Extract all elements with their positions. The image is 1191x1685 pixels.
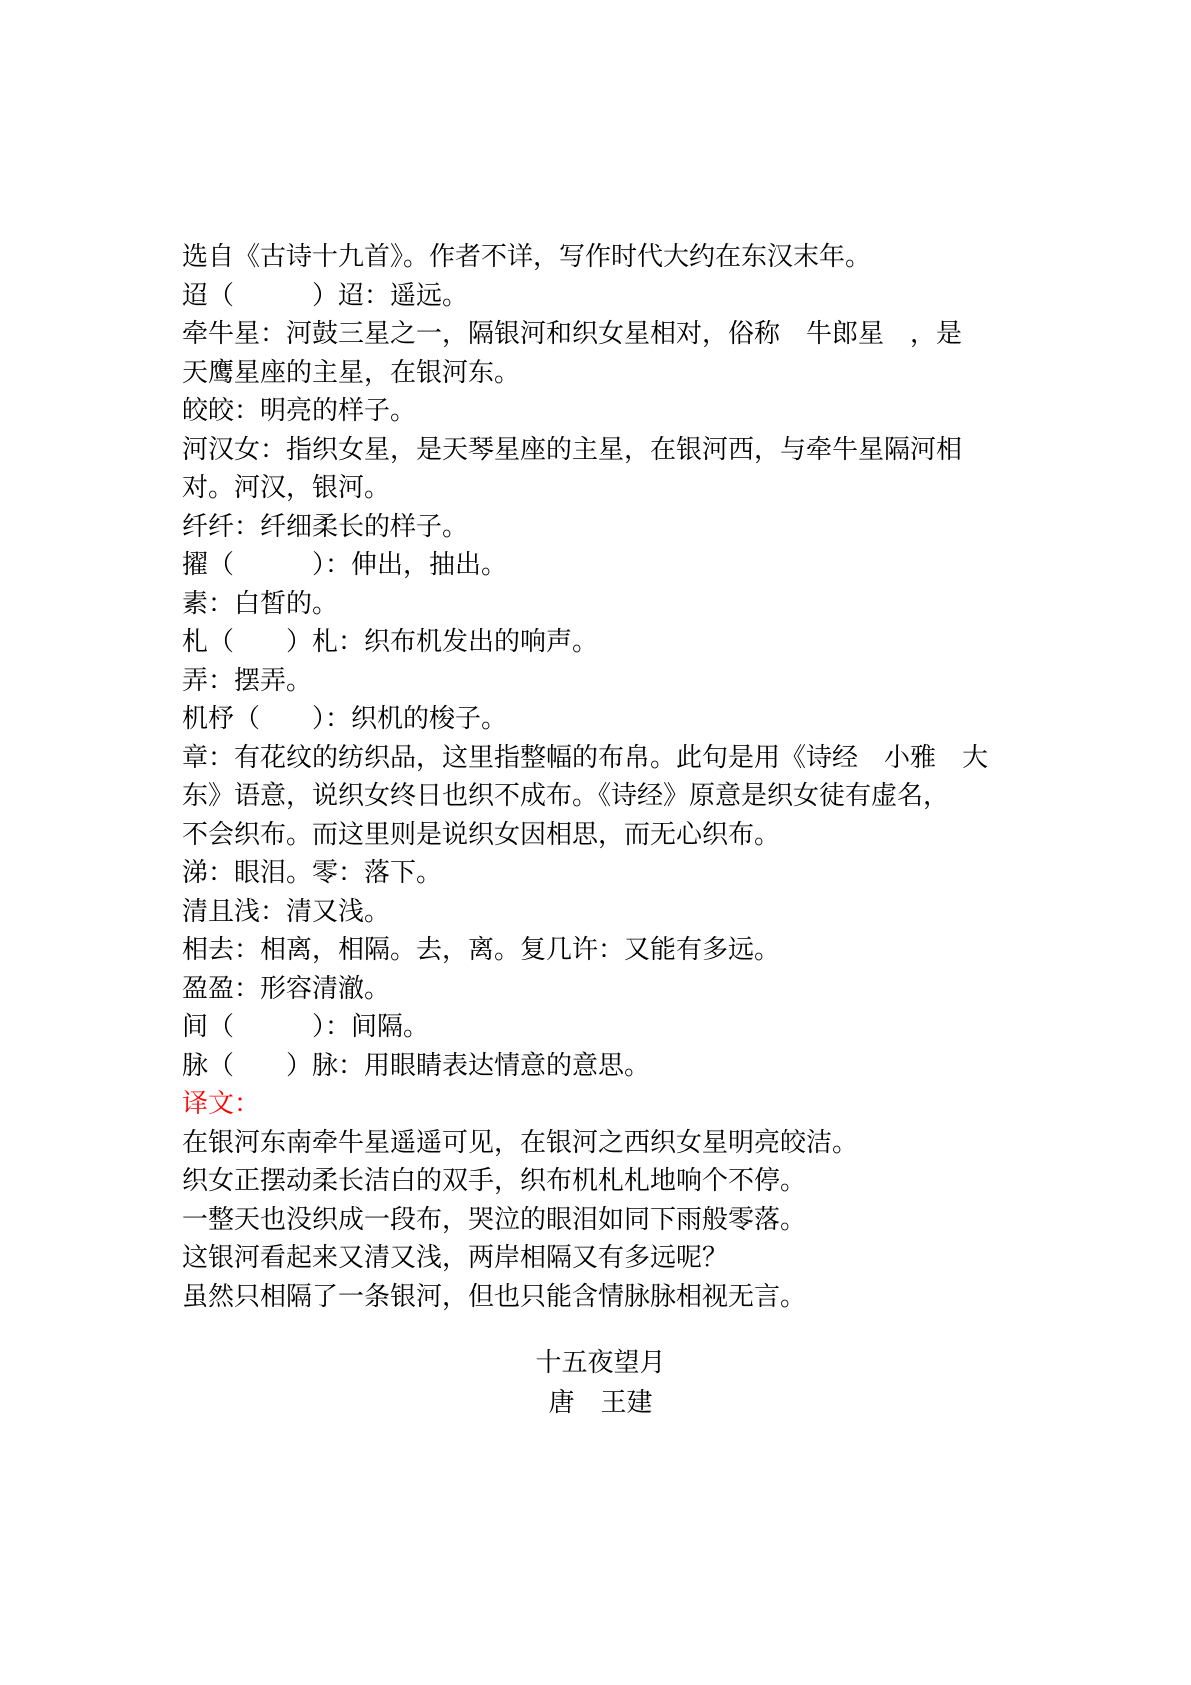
note-line: 涕：眼泪。零：落下。 (182, 858, 443, 888)
translation-line: 在银河东南牵牛星遥遥可见，在银河之西织女星明亮皎洁。 (182, 1127, 859, 1158)
note-line: 对。河汉，银河。 (182, 473, 391, 503)
note-line: 天鹰星座的主星，在银河东。 (182, 357, 521, 388)
note-line: 清且浅：清又浅。 (182, 896, 391, 927)
translation-heading: 译文： (182, 1089, 261, 1119)
translation-line: 这银河看起来又清又浅，两岸相隔又有多远呢？ (182, 1243, 729, 1273)
note-line: 擢（ ）：伸出，抽出。 (182, 550, 508, 580)
translation-line: 一整天也没织成一段布，哭泣的眼泪如同下雨般零落。 (182, 1204, 807, 1235)
note-line: 河汉女：指织女星，是天琴星座的主星，在银河西，与牵牛星隔河相 (182, 434, 963, 465)
document-body (182, 238, 1022, 1316)
note-line: 弄：摆弄。 (182, 665, 313, 696)
poem-author: 唐 王建 (548, 1388, 653, 1418)
note-line: 东》语意，说织女终日也织不成布。《诗经》原意是织女徒有虚名， (182, 781, 950, 811)
note-line: 脉（ ）脉：用眼睛表达情意的意思。 (182, 1050, 651, 1081)
note-line: 间（ ）：间隔。 (182, 1012, 430, 1042)
translation-line: 织女正摆动柔长洁白的双手，织布机札札地响个不停。 (182, 1166, 807, 1196)
note-line: 章：有花纹的纺织品，这里指整幅的布帛。此句是用《诗经 小雅 大 (182, 742, 989, 773)
note-line: 迢（ ）迢：遥远。 (182, 280, 469, 311)
translation-line: 虽然只相隔了一条银河，但也只能含情脉脉相视无言。 (182, 1281, 807, 1312)
note-line: 皎皎：明亮的样子。 (182, 396, 417, 426)
note-line: 纤纤：纤细柔长的样子。 (182, 511, 469, 542)
note-line: 盈盈：形容清澈。 (182, 973, 391, 1004)
note-line: 牵牛星：河鼓三星之一，隔银河和织女星相对，俗称 牛郎星 ，是 (182, 319, 963, 349)
note-line: 札（ ）札：织布机发出的响声。 (182, 627, 599, 657)
note-line: 机杼（ ）：织机的梭子。 (182, 704, 508, 734)
note-line: 选自《古诗十九首》。作者不详，写作时代大约在东汉末年。 (182, 242, 872, 272)
note-line: 不会织布。而这里则是说织女因相思，而无心织布。 (182, 819, 781, 850)
note-line: 素：白皙的。 (182, 588, 339, 619)
note-line: 相去：相离，相隔。去，离。复几许：又能有多远。 (182, 935, 781, 965)
poem-title: 十五夜望月 (535, 1348, 666, 1378)
